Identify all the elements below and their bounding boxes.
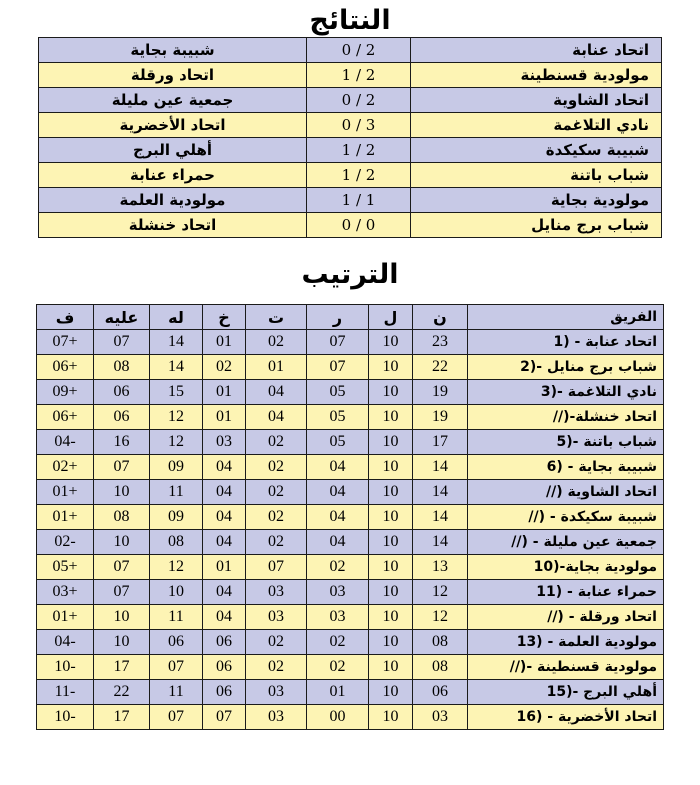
- cell-team: //) - اتحاد ورقلة: [468, 605, 664, 630]
- header-drawn: ت: [246, 305, 307, 330]
- standings-row: [37, 405, 664, 430]
- result-away-team: اتحاد الأخضرية: [39, 113, 307, 138]
- cell-ga: 22: [94, 680, 150, 705]
- cell-won: 00: [307, 705, 369, 730]
- cell-diff: 06+: [37, 355, 94, 380]
- standings-row: [37, 530, 664, 555]
- cell-pts: 03: [413, 705, 468, 730]
- standings-row: [37, 705, 664, 730]
- result-home-team: نادي التلاغمة: [411, 113, 662, 138]
- result-row: [39, 163, 662, 188]
- header-pts: ن: [413, 305, 468, 330]
- standings-row: [37, 330, 664, 355]
- cell-team: 5)- شباب باتنة: [468, 430, 664, 455]
- cell-drawn: 02: [246, 505, 307, 530]
- cell-played: 10: [369, 430, 413, 455]
- cell-pts: 12: [413, 605, 468, 630]
- result-row: [39, 138, 662, 163]
- cell-played: 10: [369, 405, 413, 430]
- cell-team: //) اتحاد الشاوية: [468, 480, 664, 505]
- cell-played: 10: [369, 605, 413, 630]
- cell-ga: 07: [94, 580, 150, 605]
- standings-row: [37, 455, 664, 480]
- cell-won: 03: [307, 605, 369, 630]
- cell-team: //)-اتحاد خنشلة: [468, 405, 664, 430]
- result-home-team: شبيبة سكيكدة: [411, 138, 662, 163]
- cell-gf: 12: [150, 405, 203, 430]
- cell-lost: 06: [203, 655, 246, 680]
- result-row: [39, 188, 662, 213]
- result-score: 1 / 1: [307, 188, 411, 213]
- cell-team: 3)- نادي التلاغمة: [468, 380, 664, 405]
- cell-team: 15)- أهلي البرج: [468, 680, 664, 705]
- results-table: [38, 37, 662, 238]
- cell-won: 05: [307, 405, 369, 430]
- cell-gf: 11: [150, 680, 203, 705]
- cell-won: 05: [307, 430, 369, 455]
- result-score: 0 / 0: [307, 213, 411, 238]
- result-home-team: شباب برج منايل: [411, 213, 662, 238]
- result-home-team: اتحاد الشاوية: [411, 88, 662, 113]
- cell-gf: 12: [150, 430, 203, 455]
- cell-diff: 05+: [37, 555, 94, 580]
- cell-played: 10: [369, 705, 413, 730]
- cell-lost: 01: [203, 380, 246, 405]
- cell-pts: 13: [413, 555, 468, 580]
- cell-pts: 19: [413, 405, 468, 430]
- cell-team: 11) - حمراء عنابة: [468, 580, 664, 605]
- cell-pts: 08: [413, 630, 468, 655]
- cell-diff: 02+: [37, 455, 94, 480]
- cell-won: 04: [307, 480, 369, 505]
- result-row: [39, 113, 662, 138]
- cell-gf: 09: [150, 505, 203, 530]
- cell-gf: 14: [150, 330, 203, 355]
- cell-pts: 14: [413, 530, 468, 555]
- cell-played: 10: [369, 455, 413, 480]
- cell-diff: 10-: [37, 655, 94, 680]
- cell-diff: 01+: [37, 480, 94, 505]
- result-row: [39, 63, 662, 88]
- cell-ga: 06: [94, 405, 150, 430]
- cell-diff: 10-: [37, 705, 94, 730]
- cell-gf: 10: [150, 580, 203, 605]
- cell-lost: 01: [203, 555, 246, 580]
- cell-team: //) - شبيبة سكيكدة: [468, 505, 664, 530]
- standings-header-row: [37, 305, 664, 330]
- cell-diff: 06+: [37, 405, 94, 430]
- cell-diff: 04-: [37, 430, 94, 455]
- cell-gf: 07: [150, 655, 203, 680]
- cell-won: 04: [307, 530, 369, 555]
- result-score: 1 / 2: [307, 138, 411, 163]
- cell-pts: 23: [413, 330, 468, 355]
- cell-gf: 15: [150, 380, 203, 405]
- result-score: 0 / 2: [307, 38, 411, 63]
- result-away-team: اتحاد خنشلة: [39, 213, 307, 238]
- cell-drawn: 07: [246, 555, 307, 580]
- cell-drawn: 03: [246, 705, 307, 730]
- standings-row: [37, 580, 664, 605]
- result-home-team: اتحاد عنابة: [411, 38, 662, 63]
- result-away-team: أهلي البرج: [39, 138, 307, 163]
- cell-ga: 17: [94, 705, 150, 730]
- cell-diff: 04-: [37, 630, 94, 655]
- cell-ga: 08: [94, 505, 150, 530]
- cell-played: 10: [369, 680, 413, 705]
- cell-drawn: 01: [246, 355, 307, 380]
- cell-lost: 04: [203, 505, 246, 530]
- cell-played: 10: [369, 330, 413, 355]
- standings-row: [37, 480, 664, 505]
- cell-pts: 12: [413, 580, 468, 605]
- cell-drawn: 03: [246, 580, 307, 605]
- cell-ga: 10: [94, 530, 150, 555]
- cell-ga: 07: [94, 555, 150, 580]
- cell-diff: 01+: [37, 605, 94, 630]
- standings-row: [37, 430, 664, 455]
- cell-drawn: 03: [246, 680, 307, 705]
- cell-diff: 11-: [37, 680, 94, 705]
- cell-team: 2)- شباب برج منايل: [468, 355, 664, 380]
- result-home-team: مولودية بجاية: [411, 188, 662, 213]
- cell-drawn: 02: [246, 530, 307, 555]
- cell-gf: 11: [150, 605, 203, 630]
- cell-pts: 14: [413, 480, 468, 505]
- cell-won: 02: [307, 630, 369, 655]
- standings-row: [37, 680, 664, 705]
- result-score: 0 / 2: [307, 88, 411, 113]
- standings-row: [37, 630, 664, 655]
- cell-drawn: 02: [246, 430, 307, 455]
- result-away-team: حمراء عنابة: [39, 163, 307, 188]
- cell-ga: 17: [94, 655, 150, 680]
- cell-lost: 04: [203, 580, 246, 605]
- cell-pts: 19: [413, 380, 468, 405]
- cell-played: 10: [369, 630, 413, 655]
- cell-diff: 07+: [37, 330, 94, 355]
- result-away-team: مولودية العلمة: [39, 188, 307, 213]
- cell-played: 10: [369, 555, 413, 580]
- cell-gf: 08: [150, 530, 203, 555]
- header-diff: ف: [37, 305, 94, 330]
- cell-gf: 14: [150, 355, 203, 380]
- cell-pts: 22: [413, 355, 468, 380]
- standings-row: [37, 355, 664, 380]
- cell-drawn: 02: [246, 455, 307, 480]
- cell-won: 02: [307, 655, 369, 680]
- cell-pts: 14: [413, 455, 468, 480]
- cell-won: 03: [307, 580, 369, 605]
- result-home-team: مولودية قسنطينة: [411, 63, 662, 88]
- cell-team: //)- مولودية قسنطينة: [468, 655, 664, 680]
- cell-lost: 01: [203, 330, 246, 355]
- cell-pts: 14: [413, 505, 468, 530]
- cell-won: 04: [307, 505, 369, 530]
- cell-drawn: 02: [246, 480, 307, 505]
- cell-diff: 02-: [37, 530, 94, 555]
- standings-row: [37, 380, 664, 405]
- cell-lost: 04: [203, 605, 246, 630]
- cell-team: //) - جمعية عين مليلة: [468, 530, 664, 555]
- cell-lost: 03: [203, 430, 246, 455]
- cell-played: 10: [369, 580, 413, 605]
- cell-drawn: 04: [246, 405, 307, 430]
- header-played: ل: [369, 305, 413, 330]
- cell-gf: 07: [150, 705, 203, 730]
- result-row: [39, 38, 662, 63]
- cell-played: 10: [369, 530, 413, 555]
- standings-title: الترتيب: [301, 259, 399, 290]
- cell-ga: 08: [94, 355, 150, 380]
- cell-lost: 06: [203, 680, 246, 705]
- result-row: [39, 213, 662, 238]
- cell-won: 02: [307, 555, 369, 580]
- cell-played: 10: [369, 355, 413, 380]
- cell-won: 04: [307, 455, 369, 480]
- header-lost: خ: [203, 305, 246, 330]
- standings-row: [37, 555, 664, 580]
- cell-ga: 07: [94, 455, 150, 480]
- cell-played: 10: [369, 480, 413, 505]
- results-title: النتائج: [309, 5, 391, 36]
- cell-team: 13) - مولودية العلمة: [468, 630, 664, 655]
- standings-row: [37, 605, 664, 630]
- cell-team: 6) - شبيبة بجاية: [468, 455, 664, 480]
- cell-team: 1) - اتحاد عنابة: [468, 330, 664, 355]
- result-row: [39, 88, 662, 113]
- cell-gf: 12: [150, 555, 203, 580]
- cell-pts: 08: [413, 655, 468, 680]
- cell-lost: 02: [203, 355, 246, 380]
- result-away-team: اتحاد ورقلة: [39, 63, 307, 88]
- result-score: 1 / 2: [307, 63, 411, 88]
- cell-pts: 17: [413, 430, 468, 455]
- result-home-team: شباب باتنة: [411, 163, 662, 188]
- cell-pts: 06: [413, 680, 468, 705]
- standings-row: [37, 655, 664, 680]
- cell-drawn: 04: [246, 380, 307, 405]
- cell-ga: 06: [94, 380, 150, 405]
- cell-drawn: 03: [246, 605, 307, 630]
- cell-won: 05: [307, 380, 369, 405]
- cell-lost: 01: [203, 405, 246, 430]
- cell-lost: 04: [203, 530, 246, 555]
- standings-row: [37, 505, 664, 530]
- cell-ga: 10: [94, 605, 150, 630]
- cell-lost: 04: [203, 480, 246, 505]
- cell-ga: 16: [94, 430, 150, 455]
- cell-played: 10: [369, 380, 413, 405]
- cell-team: 16) - اتحاد الأخضرية: [468, 705, 664, 730]
- header-ga: عليه: [94, 305, 150, 330]
- header-gf: له: [150, 305, 203, 330]
- cell-gf: 11: [150, 480, 203, 505]
- result-away-team: جمعية عين مليلة: [39, 88, 307, 113]
- cell-diff: 03+: [37, 580, 94, 605]
- cell-gf: 09: [150, 455, 203, 480]
- standings-table: [36, 304, 664, 730]
- result-score: 1 / 2: [307, 163, 411, 188]
- cell-ga: 07: [94, 330, 150, 355]
- header-won: ر: [307, 305, 369, 330]
- cell-lost: 07: [203, 705, 246, 730]
- cell-team: 10)-مولودية بجاية: [468, 555, 664, 580]
- header-team: الفريق: [468, 305, 664, 330]
- cell-drawn: 02: [246, 655, 307, 680]
- cell-ga: 10: [94, 480, 150, 505]
- cell-gf: 06: [150, 630, 203, 655]
- cell-drawn: 02: [246, 330, 307, 355]
- cell-won: 07: [307, 355, 369, 380]
- cell-diff: 01+: [37, 505, 94, 530]
- cell-ga: 10: [94, 630, 150, 655]
- cell-played: 10: [369, 655, 413, 680]
- cell-won: 07: [307, 330, 369, 355]
- cell-lost: 06: [203, 630, 246, 655]
- cell-played: 10: [369, 505, 413, 530]
- result-score: 0 / 3: [307, 113, 411, 138]
- cell-lost: 04: [203, 455, 246, 480]
- cell-diff: 09+: [37, 380, 94, 405]
- cell-won: 01: [307, 680, 369, 705]
- cell-drawn: 02: [246, 630, 307, 655]
- result-away-team: شبيبة بجاية: [39, 38, 307, 63]
